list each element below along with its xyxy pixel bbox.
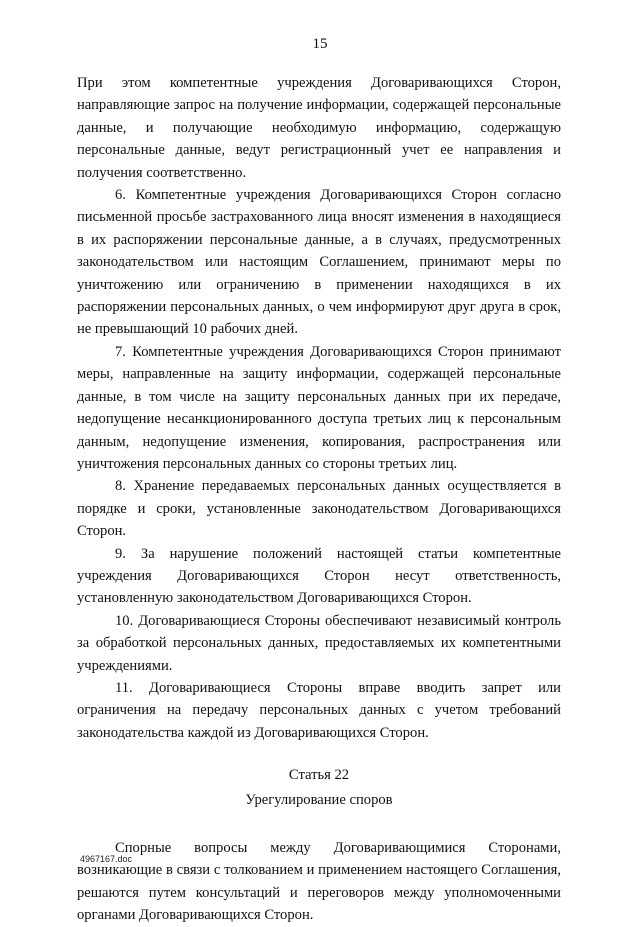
paragraph-intro: При этом компетентные учреждения Договаривающихся Сторон, направляющие запрос на получение информации, содержащей персональные данные, и получающие необходимую информацию, содержащую персональные данные, ведут регистрационный учет ее направления и получения соответственно. (77, 75, 561, 181)
paragraph-item-9: 9. За нарушение положений настоящей статьи компетентные учреждения Договаривающихся Сторон несут ответственность, установленную законодательством Договаривающихся Сторон. (77, 545, 561, 607)
page-number: 15 (312, 36, 328, 52)
article-number: Статья 22 (288, 767, 350, 784)
article-heading: Урегулирование споров (245, 791, 393, 808)
paragraph-item-8: 8. Хранение передаваемых персональных данных осуществляется в порядке и сроки, установленные законодательством Договаривающихся Сторон. (77, 478, 561, 540)
file-name-footer: 4967167.doc (80, 854, 133, 864)
paragraph-disputes: Спорные вопросы между Договаривающимися Сторонами, возникающие в связи с толкованием и применением настоящего Соглашения, решаются путем консультаций и переговоров между уполномоченными органами Договаривающихся Сторон. (77, 840, 561, 924)
document-body (77, 72, 561, 927)
paragraph-item-10: 10. Договаривающиеся Стороны обеспечивают независимый контроль за обработкой персональных данных, предоставляемых их компетентными учреждениями. (77, 612, 561, 674)
paragraph-item-6: 6. Компетентные учреждения Договаривающихся Сторон согласно письменной просьбе застрахованного лица вносят изменения в находящиеся в их распоряжении персональные данные, а в случаях, предусмотренных законодательством или настоящим Соглашением, принимают меры по уничтожению или ограничению в применении находящихся в их распоряжении персональных данных, о чем информируют друг друга в срок, не превышающий 10 рабочих дней. (77, 187, 561, 338)
paragraph-item-7: 7. Компетентные учреждения Договаривающихся Сторон принимают меры, направленные на защиту информации, содержащей персональные данные, в том числе на защиту персональных данных при их передаче, недопущение несанкционированного доступа третьих лиц к персональным данным, недопущение изменения, копирования, распространения или уничтожения персональных данных со стороны третьих лиц. (77, 343, 561, 472)
paragraph-item-11: 11. Договаривающиеся Стороны вправе вводить запрет или ограничения на передачу персональных данных с учетом требований законодательства каждой из Договаривающихся Сторон. (77, 679, 561, 741)
